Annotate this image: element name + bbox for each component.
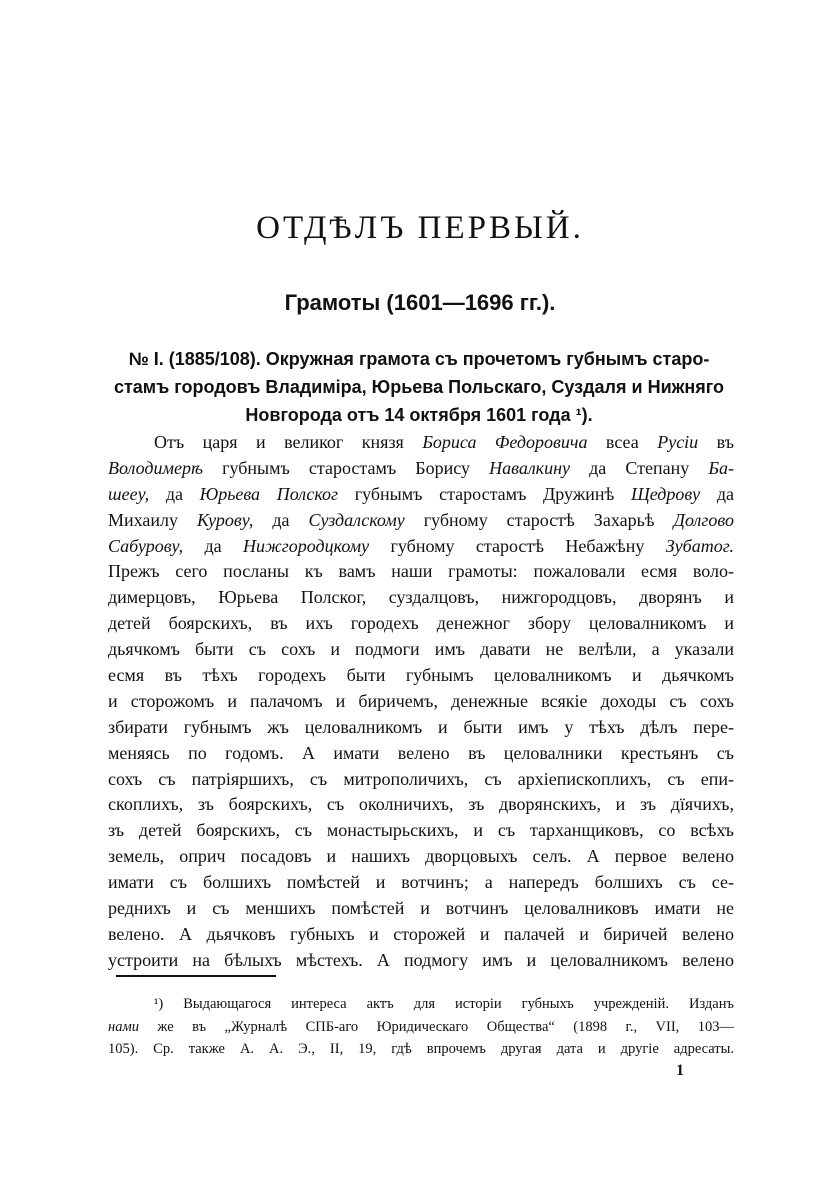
body-line: устроити на бѣлыхъ мѣстехъ. А подмогу имъ и целовалникомъ велено [108,949,734,970]
name-italic: Суздалскому [308,509,405,530]
text-run: же въ „Журналѣ СПБ-аго Юридическаго Общества“ (1898 г., VII, 103— [138,1018,734,1035]
text-run: да Степану [570,457,709,478]
text-run: губнымъ старостамъ Борису [202,457,490,478]
footnote-line: 105). Ср. также А. А. Э., II, 19, гдѣ впрочемъ другая дата и другіе адресаты. [108,1041,734,1057]
body-line [108,482,734,508]
body-line: имати съ болшихъ помѣстей и вотчинъ; а напередъ болшихъ съ се- [108,872,734,893]
footnote-line [108,1016,734,1039]
body-line: меняясь по годомъ. А имати велено въ целовалники крестьянъ съ [108,742,734,763]
body-line [108,456,734,482]
body-line: Прежъ сего посланы къ вамъ наши грамоты: пожаловали есмя воло- [108,561,734,582]
body-line [108,430,734,456]
name-italic: Володимерѣ [108,457,203,478]
name-italic: Навалкину [489,457,571,478]
body-line [108,534,734,560]
name-italic: Курову, [197,509,254,530]
text-run: губному старостѣ Захарьѣ [404,509,674,530]
text-run: да [700,483,734,504]
body-line: детей боярскихъ, въ ихъ городехъ денежног збору целовалникомъ и [108,613,734,634]
section-title: ОТДѢЛЪ ПЕРВЫЙ. [256,210,584,246]
text-run: всеа [587,432,658,452]
body-line: и сторожомъ и палачомъ и биричемъ, денежные всякіе доходы съ сохъ [108,690,734,711]
text-run: губнымъ старостамъ Дружинѣ [338,483,631,504]
text-run: да [253,509,309,530]
body-line: сохъ съ патріяршихъ, съ митрополичихъ, съ архіепископлихъ, съ епи- [108,768,734,789]
text-run: Отъ царя и великог князя [154,432,423,452]
document-heading [108,345,730,429]
name-italic: Ба- [708,457,734,478]
name-italic: Сабурову, [108,535,184,556]
body-line: реднихъ и съ меншихъ помѣстей и вотчинъ целовалниковъ имати не [108,898,734,919]
name-italic: Зубатог. [665,535,734,556]
document-heading-line: № I. (1885/108). Окружная грамота съ прочетомъ губнымъ старо- [128,349,710,369]
name-italic: Бориса Федоровича [422,432,588,452]
footnote-separator [116,975,276,977]
body-text [108,430,734,974]
body-line [108,508,734,534]
name-italic: Долгово [673,509,734,530]
document-heading-line: стамъ городовъ Владиміра, Юрьева Польскаго, Суздаля и Нижняго [113,377,725,397]
footnote [108,993,734,1061]
body-line: земель, оприч посадовъ и нашихъ дворцовыхъ селъ. А первое велено [108,846,734,867]
name-italic: Нижгородцкому [243,535,370,556]
text-run: въ [698,432,735,452]
body-line: велено. А дьячковъ губныхъ и сторожей и палачей и биричей велено [108,923,734,944]
document-heading-line: Новгорода отъ 14 октября 1601 года ¹). [245,405,593,425]
body-line: дьячкомъ быти съ сохъ и подмоги имъ давати не велѣли, а указали [108,639,734,660]
subtitle: Грамоты (1601—1696 гг.). [284,290,556,315]
body-line: димерцовъ, Юрьева Полског, суздалцовъ, нижгородцовъ, дворянъ и [108,587,734,608]
text-run: Михаилу [108,509,197,530]
body-line: скоплихъ, зъ боярскихъ, съ околничихъ, зъ дворянскихъ, и зъ дїячихъ, [108,794,734,815]
body-line: збирати губнымъ жъ целовалникомъ и быти имъ у тѣхъ дѣлъ пере- [108,716,734,737]
text-run: губному старостѣ Небажѣну [369,535,666,556]
body-line: зъ детей боярскихъ, съ монастырьскихъ, и съ тарханщиковъ, со всѣхъ [108,820,734,841]
text-run: да [149,483,200,504]
name-italic: Щедрову [630,483,701,504]
name-italic: Юрьева Полског [199,483,339,504]
text-run: да [183,535,243,556]
name-italic: нами [108,1018,139,1035]
name-italic: Русіи [657,432,699,452]
footnote-line: ¹) Выдающагося интереса актъ для исторіи губныхъ учрежденій. Изданъ [154,996,734,1012]
name-italic: шееу, [108,483,150,504]
page-number: 1 [676,1062,684,1079]
body-line: есмя въ тѣхъ городехъ быти губнымъ целовалникомъ и дьячкомъ [108,665,734,686]
